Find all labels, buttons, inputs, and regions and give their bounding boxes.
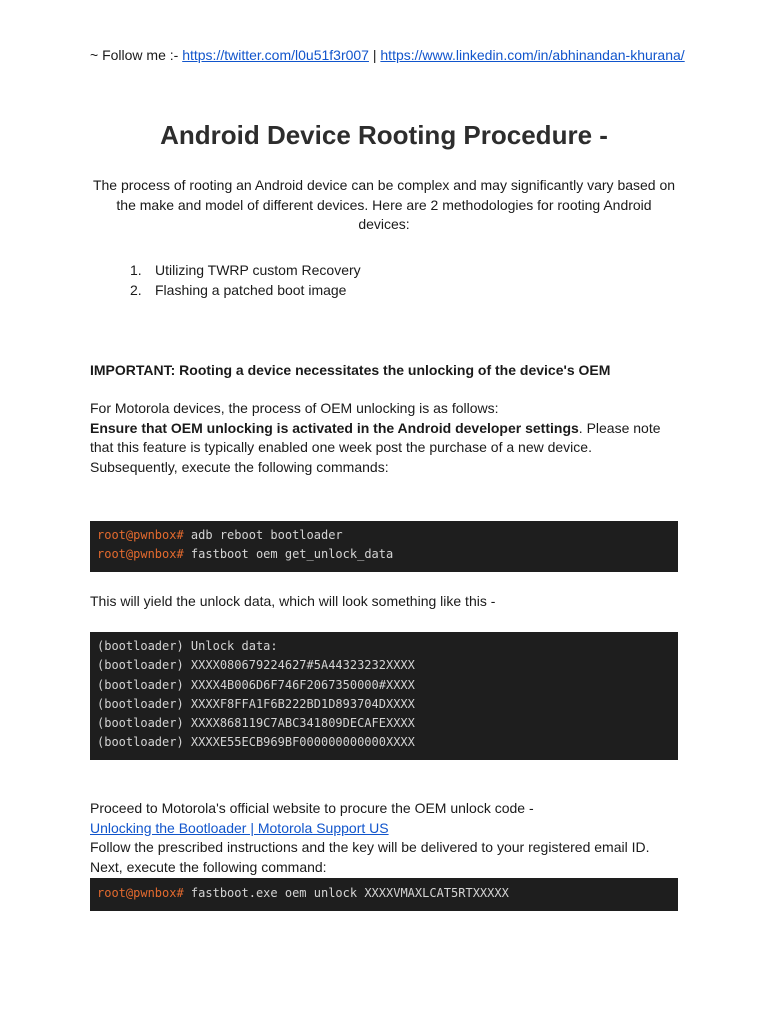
oem-bold-instruction: Ensure that OEM unlocking is activated in the Android developer settings <box>90 419 579 436</box>
list-number: 2. <box>130 281 142 298</box>
code-line <box>97 526 671 545</box>
next-command-line: Next, execute the following command: <box>90 858 327 875</box>
oem-instructions <box>90 399 680 477</box>
list-text: Flashing a patched boot image <box>155 281 347 298</box>
code-block-unlock-data <box>90 632 678 760</box>
important-note: IMPORTANT: Rooting a device necessitates the unlocking of the device's OEM <box>90 362 611 378</box>
follow-instructions-line: Follow the prescribed instructions and the key will be delivered to your registered email ID. <box>90 839 650 856</box>
oem-note: . Please note that this feature is typically enabled one week post the purchase of a new device. <box>90 419 661 456</box>
list-item <box>130 281 361 301</box>
link-separator: | <box>368 47 381 63</box>
oem-commands-intro: Subsequently, execute the following commands: <box>90 458 389 475</box>
code-line: (bootloader) XXXXF8FFA1F6B222BD1D893704DXXXX <box>97 696 415 711</box>
list-number: 1. <box>130 262 142 278</box>
shell-prompt: root@pwnbox# <box>97 547 184 562</box>
code-line: (bootloader) XXXX868119C7ABC341809DECAFEXXXX <box>97 716 415 731</box>
code-line: (bootloader) XXXX080679224627#5A44323232XXXX <box>97 658 415 673</box>
code-line: (bootloader) Unlock data: <box>97 639 278 653</box>
code-block-bootloader <box>90 521 678 572</box>
shell-prompt: root@pwnbox# <box>97 886 184 900</box>
shell-command: fastboot.exe oem unlock XXXXVMAXLCAT5RTXXXXX <box>183 886 509 900</box>
code-block-unlock <box>90 878 678 911</box>
proceed-line: Proceed to Motorola's official website to procure the OEM unlock code - <box>90 800 534 816</box>
page-title: Android Device Rooting Procedure - <box>160 120 608 150</box>
linkedin-link[interactable]: https://www.linkedin.com/in/abhinandan-khurana/ <box>380 47 685 63</box>
oem-intro-line: For Motorola devices, the process of OEM unlocking is as follows: <box>90 400 499 416</box>
list-text: Utilizing TWRP custom Recovery <box>155 262 361 278</box>
follow-prefix: ~ Follow me :- <box>90 47 183 63</box>
code-line <box>97 545 671 564</box>
oem-enable-line <box>90 419 680 458</box>
code-line: (bootloader) XXXX4B006D6F746F2067350000#XXXX <box>97 677 415 692</box>
shell-prompt: root@pwnbox# <box>97 528 184 542</box>
shell-command: adb reboot bootloader <box>183 528 343 542</box>
follow-me-line <box>90 46 685 64</box>
list-item <box>130 261 361 281</box>
code-line <box>97 884 671 903</box>
twitter-link[interactable]: https://twitter.com/l0u51f3r007 <box>182 47 369 63</box>
methods-list <box>130 261 361 300</box>
code-line: (bootloader) XXXXE55ECB969BF000000000000XXXX <box>97 735 415 750</box>
proceed-instructions <box>90 799 680 877</box>
motorola-support-link[interactable]: Unlocking the Bootloader | Motorola Support US <box>90 819 389 836</box>
intro-paragraph: The process of rooting an Android device can be complex and may significantly vary based on the make and model of different devices. Here are 2 methodologies for rooting Android devices: <box>92 177 676 233</box>
yield-text: This will yield the unlock data, which will look something like this - <box>90 593 496 609</box>
shell-command: fastboot oem get_unlock_data <box>183 547 394 562</box>
